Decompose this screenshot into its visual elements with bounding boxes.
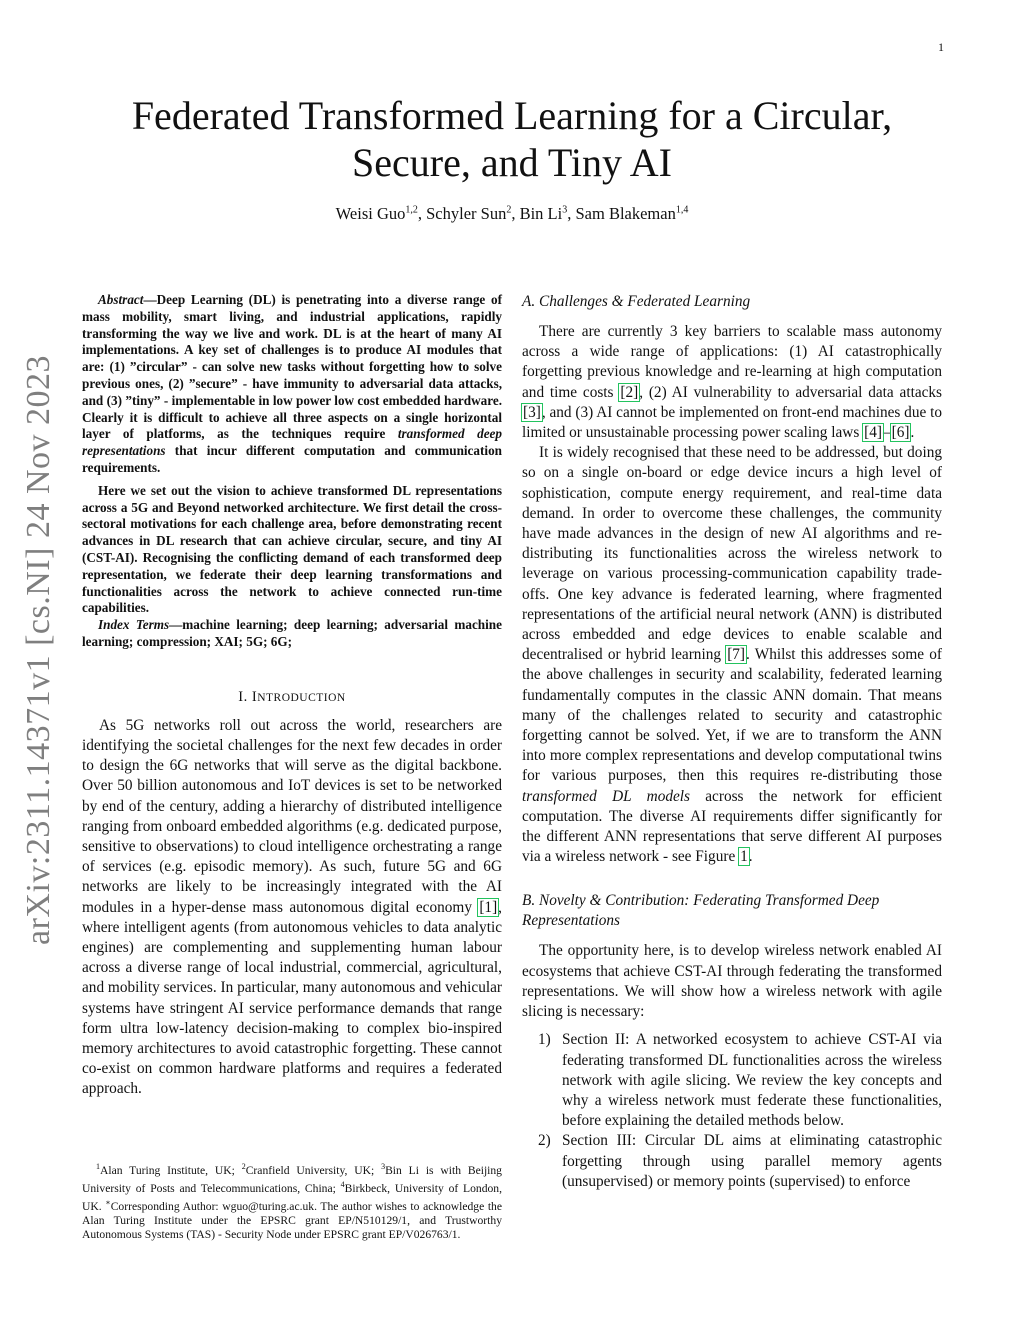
citation-link[interactable]: [1] [479, 898, 498, 916]
body-text: , and (3) AI cannot be implemented on front-end machines due to limited or unsustainable processing power scaling laws [522, 403, 942, 442]
section-title-initial: I [251, 688, 258, 705]
section-numeral: I. [238, 688, 248, 705]
author-affiliation: 3 [562, 204, 568, 216]
index-terms [82, 617, 502, 651]
citation-link[interactable]: [3] [523, 403, 541, 421]
footnote-marker: ∗ [105, 1197, 111, 1207]
footnote-marker: 2 [241, 1162, 246, 1171]
footnote-marker: 4 [340, 1179, 345, 1189]
arxiv-stamp: arXiv:2311.14371v1 [cs.NI] 24 Nov 2023 [20, 355, 57, 945]
footnote-text: Corresponding Author: wguo@turing.ac.uk. The author wishes to acknowledge the Alan Turing Institute under the EPSRC grant EP/N510129/1, and Trustworthy Autonomous Systems (TAS) - Security Node under EPSRC grant EP/V026763/1. [82, 1199, 503, 1241]
contribution-list [522, 1030, 942, 1192]
subsection-heading: B. Novelty & Contribution: Federating Transformed Deep Representations [522, 892, 880, 930]
abstract-paragraph: Here we set out the vision to achieve transformed DL representations across a 5G and Beyond networked architecture. We first detail the cross-sectoral motivations for each challenge area, before demonstrating recent advances in DL research that can achieve circular, secure, and tiny AI (CST-AI). Recognising the conflicting demand of each transformed deep representation, we federate their deep learning transformations and functionalities across the network to achieve connected run-time capabilities. [82, 482, 502, 616]
author-name: Weisi Guo [335, 204, 406, 223]
body-text: It is widely recognised that these need to be addressed, but doing so on a single on-board or edge device incurs a high level of sophistication, compute energy requirement, and real-time data demand. In order to overcome these challenges, the community have made advances in the design of new AI algorithms and re-distributing its functionalities across the wireless network to leverage on various processing-communication capability trade-offs. One key advance is federated learning, where fragmented representations of the artificial neural network (ANN) is distributed across embedded and edge devices to enable scalable and decentralised or hybrid learning [522, 444, 942, 664]
footnote-text: Alan Turing Institute, UK; [100, 1163, 242, 1177]
footnote-text: Cranfield University, UK; [245, 1163, 382, 1177]
body-text: As 5G networks roll out across the world, researchers are identifying the societal challenges for the next few decades in order to design the 6G networks that will serve as the digital backbone. Over 50 billion autonomous and IoT devices is set to be networked by end of the century, adding a hierarchy of distributed intelligence ranging from onboard embedded algorithms (e.g. dedicated purpose, sensitive to observations) to cloud intelligence orchestrating a range of services (e.g. episodic memory). As such, future 5G and 6G networks are likely to be increasingly integrated with the AI modules in a hyper-dense mass autonomous digital economy [82, 716, 502, 916]
footnote-text: Bin Li is with Beijing University of Posts and Telecommunications, China; [82, 1163, 502, 1195]
footnote-text: Birkbeck, University of London, UK. [82, 1181, 502, 1213]
citation-link[interactable]: [7] [727, 646, 746, 664]
list-item-text: Section III: Circular DL aims at eliminating catastrophic forgetting through using parallel memory agents (unsupervised) or memory points (supervised) to enforce [562, 1132, 942, 1190]
body-emphasis: transformed DL models [522, 787, 690, 805]
index-terms-text: —machine learning; deep learning; adversarial machine learning; compression; XAI; 5G; 6G; [82, 617, 502, 649]
body-paragraph: The opportunity here, is to develop wireless network enabled AI ecosystems that achieve CST-AI through federating the transformed representations. We will show how a wireless network with agile slicing is necessary: [522, 942, 942, 1021]
section-heading [82, 689, 502, 706]
abstract-paragraph [82, 292, 502, 477]
body-text: across the network for efficient computation. The diverse AI requirements differ significantly for the different ANN representations that serve different AI purposes via a wireless network - see Figure [522, 787, 942, 866]
author-name: Schyler Sun [426, 204, 507, 223]
abstract-text: —Deep Learning (DL) is penetrating into a diverse range of mass mobility, smart living, and industrial applications, rapidly transforming the way we live and work. DL is at the heart of many AI implementations. A key set of challenges is to produce AI modules that are: (1) ”circular” - can solve new tasks without forgetting how to solve previous ones, (2) ”secure” - have immunity to adversarial data attacks, and (3) ”tiny” - implementable in low power low cost embedded hardware. Clearly it is difficult to achieve all three aspects on a single horizontal layer of platforms, as the techniques require [82, 292, 502, 442]
page-number: 1 [938, 40, 944, 54]
list-item [522, 1131, 942, 1192]
body-paragraph [522, 322, 942, 443]
abstract-text: that incur different computation and communication requirements. [82, 443, 502, 475]
body-text: , (2) AI vulnerability to adversarial data attacks [639, 383, 942, 401]
abstract [82, 292, 502, 651]
right-column [522, 292, 942, 1192]
list-item [522, 1030, 942, 1131]
affiliation-footnote [82, 1160, 502, 1242]
body-text: . [748, 848, 753, 866]
list-item-number: 1) [538, 1031, 551, 1049]
author-affiliation: 2 [506, 204, 512, 216]
intro-paragraph [82, 716, 502, 1100]
author-name: Bin Li [519, 204, 563, 223]
footnote-marker: 1 [96, 1162, 100, 1171]
list-item-number: 2) [538, 1132, 551, 1150]
section-title-rest: NTRODUCTION [257, 691, 346, 704]
citation-link[interactable]: [6] [891, 424, 910, 442]
index-terms-label: Index Terms [98, 617, 170, 633]
citation-link[interactable]: [4] [864, 424, 882, 442]
body-paragraph [522, 443, 942, 867]
body-text: , where intelligent agents (from autonomous vehicles to data analytic engines) are complementing and supplementing human labour across a diverse range of local industrial, commercial, agricultural, and mobility services. In particular, many autonomous and vehicular systems have stringent AI service performance demands that range form ultra low-latency decision-making to complex bio-inspired memory architectures to avoid catastrophic forgetting. These cannot co-exist on common hardware platforms and requires a federated approach. [82, 898, 502, 1098]
body-text: – [882, 424, 891, 442]
body-text: . Whilst this addresses some of the above challenges in security and scalability, federated learning fundamentally computes in the classic ANN domain. That means many of the challenges related to security and catastrophic forgetting cannot be solved. Yet, if we are to transform the ANN into more complex representations and develop computational twins for various purposes, then this requires re-distributing those [522, 646, 942, 785]
author-name: Sam Blakeman [575, 204, 676, 223]
paper-title: Federated Transformed Learning for a Circular, Secure, and Tiny AI [131, 93, 893, 185]
body-text: There are currently 3 key barriers to scalable mass autonomy across a wide range of applications: (1) AI catastrophically forgetting previous knowledge and re-learning at high computation and time costs [522, 323, 942, 401]
author-affiliation: 1,2 [405, 204, 418, 216]
figure-link[interactable]: 1 [740, 848, 748, 866]
footnote-marker: 3 [381, 1162, 386, 1171]
author-list: Weisi Guo$^{1,2}$, Schyler Sun$^2$, Bin Li$^3$, Sam Blakeman$^{1,4}$ [335, 204, 689, 223]
citation-link[interactable]: [2] [620, 383, 639, 401]
subsection-heading: A. Challenges & Federated Learning [522, 293, 751, 310]
author-affiliation: 1,4 [675, 204, 689, 216]
body-text: . [910, 424, 915, 442]
abstract-label: Abstract [98, 292, 144, 307]
abstract-emphasis: transformed deep representations [82, 426, 502, 459]
list-item-text: Section II: A networked ecosystem to achieve CST-AI via federating transformed DL functionalities across the wireless network with agile slicing. We review the key concepts and why a wireless network must federate these functionalities, before explaining the detailed methods below. [562, 1031, 942, 1130]
left-column [82, 292, 502, 1100]
